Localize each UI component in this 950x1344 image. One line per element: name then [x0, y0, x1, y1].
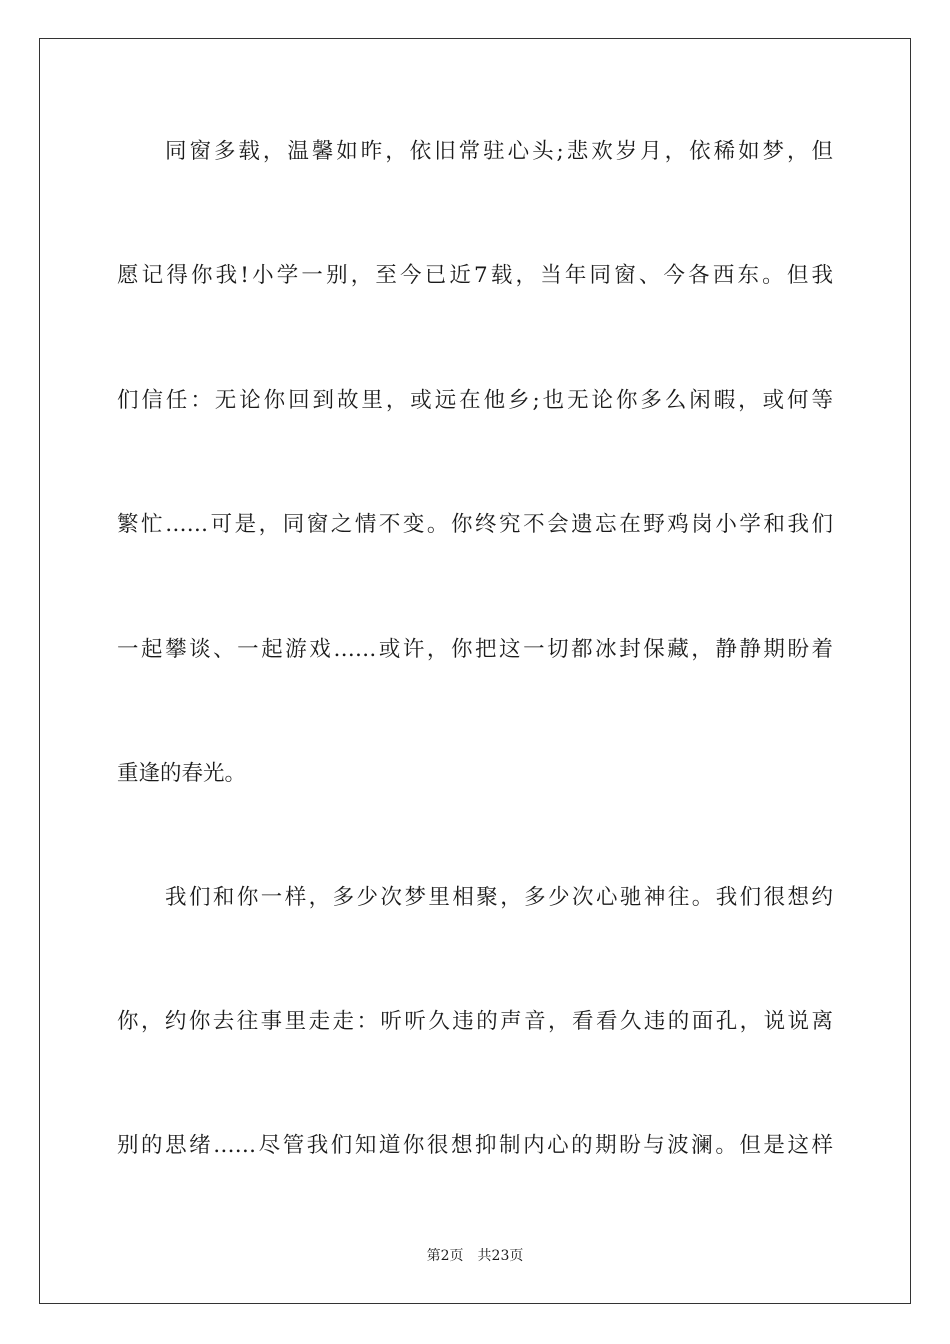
- paragraph-line: 别的思绪……尽管我们知道你很想抑制内心的期盼与波澜。但是这样: [117, 1133, 833, 1158]
- page-number: 第2页: [426, 1248, 464, 1264]
- page-border: [39, 38, 911, 1304]
- total-pages: 共23页: [477, 1248, 524, 1264]
- page-footer: [0, 1247, 950, 1265]
- paragraph-line: 重逢的春光。: [117, 761, 247, 786]
- paragraph-line: 繁忙……可是，同窗之情不变。你终究不会遗忘在野鸡岗小学和我们: [117, 512, 833, 537]
- paragraph-line: 同窗多载，温馨如昨，依旧常驻心头;悲欢岁月，依稀如梦，但: [165, 139, 833, 164]
- paragraph-line: 愿记得你我!小学一别，至今已近7载，当年同窗、今各西东。但我: [117, 263, 833, 288]
- paragraph-line: 你，约你去往事里走走：听听久违的声音，看看久违的面孔，说说离: [117, 1009, 833, 1034]
- paragraph-line: 一起攀谈、一起游戏……或许，你把这一切都冰封保藏，静静期盼着: [117, 637, 833, 662]
- paragraph-line: 们信任：无论你回到故里，或远在他乡;也无论你多么闲暇，或何等: [117, 388, 833, 413]
- paragraph-line: 我们和你一样，多少次梦里相聚，多少次心驰神往。我们很想约: [165, 885, 833, 910]
